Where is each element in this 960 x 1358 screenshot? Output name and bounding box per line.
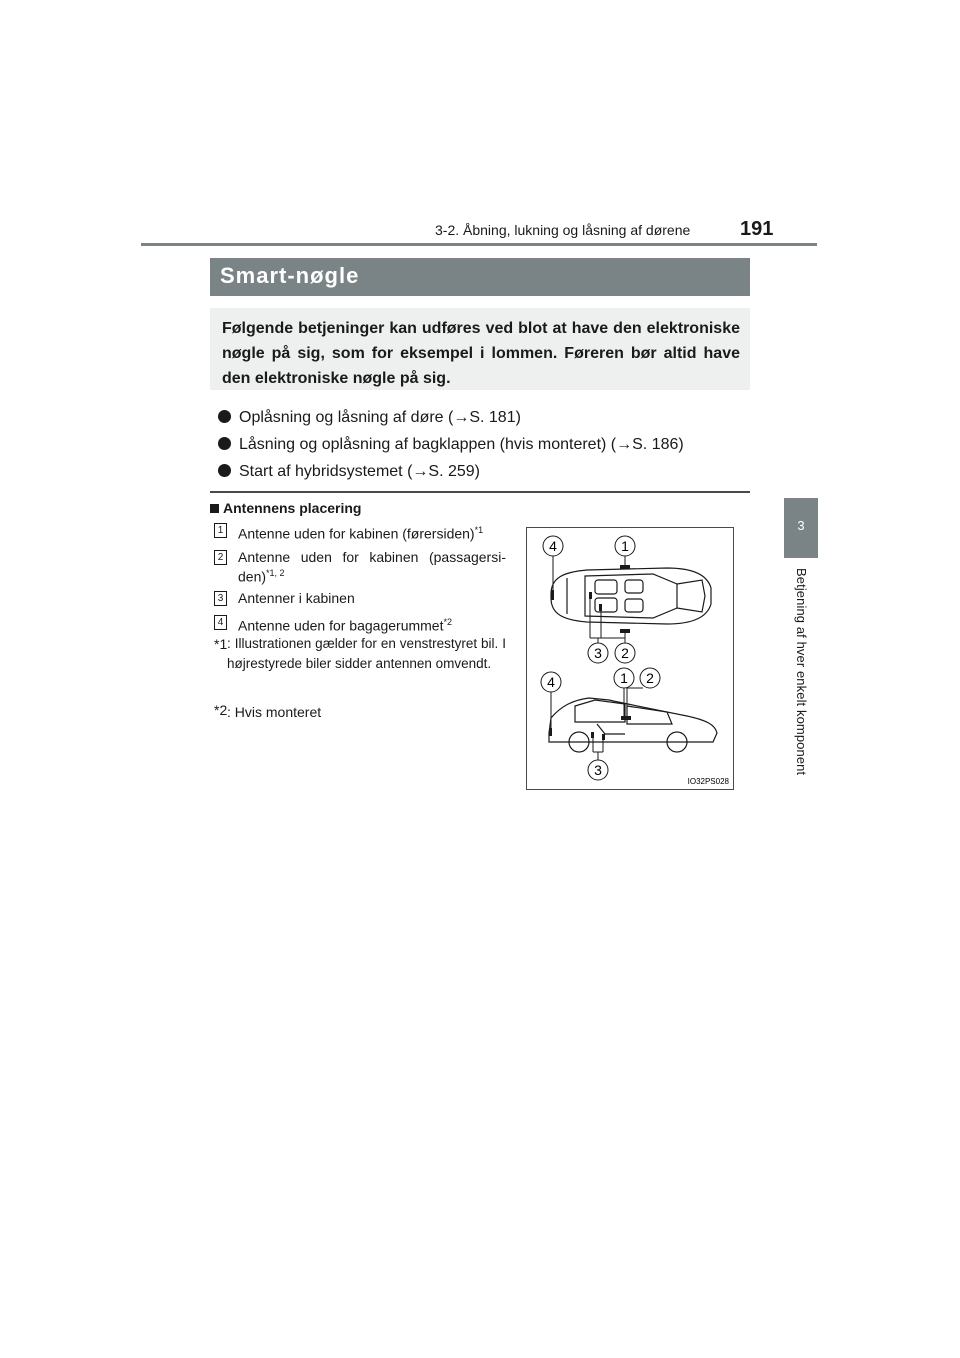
list-item (218, 458, 684, 485)
legend-text-wrap (238, 590, 506, 606)
section-heading (210, 500, 361, 516)
footnote-mark: *1 (474, 525, 484, 535)
callout-number: 1 (214, 523, 227, 538)
footnote-text: : Illustrationen gælder for en venstrestyret bil. I højrestyrede biler sidder antennen omvendt. (227, 636, 506, 671)
callout-label: 4 (549, 538, 557, 554)
callout-label: 3 (594, 762, 602, 778)
section-heading-text: Antennens placering (223, 500, 362, 516)
legend-text: Antenner i kabinen (238, 590, 355, 606)
intro-text: Følgende betjeninger kan udføres ved blot at have den elektroniske nøgle på sig, som for eksempel i lommen. Føreren bør altid have den elektroniske nøgle på sig. (222, 320, 740, 387)
callouts-top (543, 536, 635, 663)
page-number: 191 (740, 218, 774, 240)
legend-text-wrap (238, 549, 506, 585)
callout-label: 1 (620, 670, 628, 686)
footnote-mark: *2 (443, 617, 452, 627)
legend-text: Antenne uden for kabinen (passagersi-den) (238, 549, 506, 585)
list-item-text: Start af hybridsystemet (→S. 259) (239, 463, 480, 480)
footnote-mark: *2 (214, 702, 228, 718)
running-header: 3-2. Åbning, lukning og låsning af dørene (435, 222, 691, 238)
antenna-location-figure (526, 527, 734, 790)
car-illustration (527, 528, 733, 789)
callout-label: 2 (621, 645, 629, 661)
callout-label: 4 (547, 674, 555, 690)
list-item-text: Låsning og oplåsning af bagklappen (hvis monteret) (→S. 186) (239, 436, 684, 453)
legend-text: Antenne uden for bagagerummet (238, 617, 444, 634)
car-top-view (551, 568, 711, 624)
chapter-number: 3 (797, 518, 805, 533)
list-item (218, 404, 684, 431)
footnote-mark: *1, 2 (266, 568, 285, 578)
footnote-mark-wrap (214, 634, 227, 660)
callout-number: 2 (214, 550, 227, 565)
callout-label: 2 (646, 670, 654, 686)
figure-code: IO32PS028 (687, 777, 729, 786)
legend-item (214, 549, 506, 583)
square-bullet-icon (210, 504, 219, 513)
bullet-list (218, 404, 684, 485)
callout-label: 1 (621, 538, 629, 554)
bullet-icon (218, 437, 231, 450)
list-item-text: Oplåsning og låsning af døre (→S. 181) (239, 409, 521, 426)
callout-number: 3 (214, 591, 227, 606)
page-title: Smart-nøgle (220, 263, 360, 288)
footnote-text: : Hvis monteret (227, 704, 322, 720)
legend-text: Antenne uden for kabinen (førersiden) (238, 525, 475, 542)
footnote-mark-wrap (214, 700, 227, 726)
callout-label: 3 (594, 645, 602, 661)
list-item (218, 431, 684, 458)
chapter-label: Betjening af hver enkelt komponent (794, 568, 809, 776)
legend-text-wrap (238, 522, 506, 542)
legend-text-wrap (238, 614, 506, 634)
bullet-icon (218, 410, 231, 423)
callout-number: 4 (214, 615, 227, 630)
header-divider (141, 243, 817, 246)
car-side-view (549, 698, 717, 752)
bullet-icon (218, 464, 231, 477)
section-divider (210, 491, 750, 493)
antenna-markers-side (549, 716, 631, 740)
footnote-mark: *1 (214, 636, 228, 652)
